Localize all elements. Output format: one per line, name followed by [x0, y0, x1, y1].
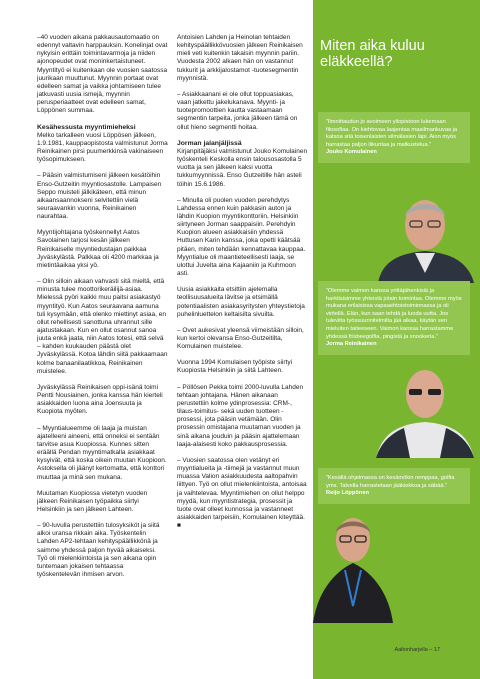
paragraph: – Asiakkaanani ei ole ollut toppuasiakas, vaan jatkettu jakelukanava. Myynti- ja tuotepromoottien kautta vastaamaan segmentin tarpeita, jonka jälkeen tämä on ollut hieno segmentti hoitaa.: [177, 90, 298, 131]
quote-author: Jorma Reinikainen: [326, 341, 377, 348]
portrait-photo-komulainen: [370, 183, 480, 283]
paragraph: –40 vuoden aikana pakkausautomaatio on edennyt valtavin harppauksin. Konelinjat ovat nykyisin erittäin toimintavarmoja ja niiden ajonopeudet ovat moninkertaistuneet. Myyntityö ei kuitenkaan ole vuosien saatossa juurikaan muuttunut. Myynnin portaat ovat edelleen samat ja vaikka johtamiseen tulee jatkuvasti uusia ismejä, myynnin perusperiaatteet ovat edelleen samat, Löppönen summaa.: [37, 34, 168, 115]
paragraph: Vuonna 1994 Komulaisen työpiste siirtyi Kuopiosta Helsinkiin ja siitä Lahteen.: [177, 359, 293, 375]
portrait-photo-loppoinen: [313, 508, 480, 623]
quote-text: ”Olemme vaimon kanssa yrittäjähenkisiä ja harkitsisimme yhteistä jotain toimintaa. Olemme myös mukana erilaisissa vapaaehtoistoiminnassa ja oli viritellä. Elän, kun saan tehdä ja luoda uutta. Jos tulevilta työssuunnitelmilta jää aikaa, käytän sen mieluiten taiteeseen. Vaimon kanssa harrastamme yhdessä frisbeegolfia, pingistä ja snookeria.”: [326, 288, 462, 340]
paragraph: – Ovet aukesivat yleensä viimeistään silloin, kun kertoi olevansa Enso-Gutzeitilta, Komulainen muistelee.: [177, 326, 304, 351]
paragraph: – Pääsin valmistumiseni jälkeen kesätöihin Enso-Gutzeitin myyntiosastolle. Lampaisen Seppo muisteli jälkikäteen, että minun aikaansaannokseni selvitettiin vielä seuraavankin vuonna, Reinikainen naurahtaa.: [37, 172, 162, 221]
paragraph: – Olin silloin aikaan vahvasti sitä mieltä, että minusta tulee moottorikeräilijä-asiaa. Mielessä pyöri kaikki muu paitsi asiakastyö myyntityö. Kun Aatos seuraavana aamuna tuli kysymään, että olenko miettinyt asiaa, en ollut rehellisesti sanottuna uhrannut sille ajatustakaan. Kun en ollut osannut sanoa juuta enkä jaata, niin Aatos totesi, että selvä – kahden kuukauden päästä olet Jyväskylässä. Kotoa lähdin siitä pakkaamaan kolme banaanilaatikkoa, Reinikainen muistelee.: [37, 278, 168, 375]
quote-box-3: [318, 468, 470, 504]
article-column-left: [37, 34, 168, 587]
paragraph: Jyväskylässä Reinikaisen oppi-isänä toimi Pentti Nousiainen, jonka kanssa hän kierteli asiakkaiden luona aina Joensuuta ja Kuopiota myöten.: [37, 383, 163, 416]
paragraph: – Minulla oli puolen vuoden perehdytys Lahdessa ennen kuin pakkasin auton ja lähdin Kuopion myyntikonttoriin, Helsinkiin siirtyneen Jorman saappaisiin. Perehdyin Kuopion alueen asiakkaisiin yhdessä Huttusen Karin kanssa, joka opetti käätsää pitäen, miten tehdään kennattavaa kauppaa. Myyntialue oli maantieteellisesti laaja, se ulottui Juvelta aina Kajaaniin ja Kuhmoon asti.: [177, 196, 306, 278]
quote-box-1: [318, 112, 470, 163]
paragraph: Myyntijohtajana työskennellyt Aatos Savolainen tarjosi kesän jälkeen Reinikaiselle myyntiedustajan paikkaa Jyväskylästä. Palkkaa oli 4200 markkaa ja mietintäaikaa yksi yö.: [37, 229, 159, 269]
paragraph: Uusia asiakkaita etsittiin ajelemalla teollisuusalueita lävitse ja etsimällä potentiaalisten asiakasyritysten yhteystietoja puhelinluettelon keltaisilta sivuilta.: [177, 286, 305, 318]
section-heading: Kesähessusta myyntimieheksi: [37, 123, 136, 131]
portrait-photo-reinikainen: [370, 358, 480, 458]
paragraph: Melko tarkalleen vuosi Löppösen jälkeen, 1.9.1981, kauppaopistosta valmistunut Jorma Reinikainen pirsi puumerkkinsä vakinaiseen työsopimukseen.: [37, 131, 168, 164]
paragraph: Muutaman Kuopiossa vietetyn vuoden jälkeen Reinikaisen työpaikka siirtyi Helsinkiin ja sen jälkeen Lahteen.: [37, 489, 148, 513]
quote-box-2: [318, 281, 470, 355]
paragraph: – Myyntialueemme oli laaja ja muistan ajatelleeni aineeni, että onneksi ei sentään tarvitse asua Kuopiossa. Kunnes sitten eräällä Pendan myyntimatkalla asiakkaat kysyivät, että koska oikein muutan Kuopioon. Astoksella oli jäänyt kertomatta, että konttori muuttaa ja minä sen mukana.: [37, 424, 167, 481]
article-column-middle: [177, 34, 308, 538]
paragraph: Antoisien Lahden ja Heinolan tehtaiden kehityspäällikkövuosien jälkeen Reinikaisen mieli veti kuitenkin takaisin myynnin pariin. Vuodesta 2002 alkaen hän on vastannut tukkurit ja arkkijalostamot -tuotesegmentin myynnistä.: [177, 34, 303, 82]
section-heading: Jorman jalanjäljissä: [177, 139, 242, 147]
quote-text: ”Kesällä ohjelmassa on kesämökin remppaa, golfia yms. Talvella harrastetaan jääkiekkoa ja säbää.”: [326, 475, 455, 489]
paragraph: – Vuosien saatossa olen vetänyt eri myyntialueita ja -tiimejä ja vastannut muun muassa Valion asiakkuudesta aaltopahvin liittyen. Työ on ollut mielenkiintoista, antoisaa ja vaihtelevaa. Myyntimiehen on ollut helppo myydä, kun myyntistrategia, prosessit ja tuote ovat olleet kunnossa ja vastanneet asiakkaiden tarpeisiin, Komulainen kiteyttää. ■: [177, 456, 307, 530]
page-footer: Aaltonharjella – 17: [394, 647, 440, 653]
retirement-sidebar: [313, 0, 480, 679]
quote-text: ”Ilmoittaudun jo avoimeen yliopistoon lukemaan filosofiaa. On kiehtovaa laajentaa maailmankuvaa ja katsoa sitä toisenlaisten silmälasien läpi. Aion myös harrastaa paljon liikuntaa ja matkustelua.”: [326, 119, 458, 148]
paragraph: – 90-luvulla perustettiin tulosyksiköt ja siitä alkoi uransa rikkain aika. Työskentelin Lahden AP2-tehtaan kehityspäällikkönä ja saimme yhdessä paljon hyvää aikaiseksi. Työ oli mielenkiintoista ja sen aikana opin tuntemaan jokaisen tehtaassa työskentelevän ihmisen arvon.: [37, 522, 160, 579]
quote-author: Jouko Komulainen: [326, 149, 377, 156]
sidebar-title: Miten aika kuluu eläkkeellä?: [320, 38, 425, 70]
paragraph: Kirjanpitäjäksi valmistunut Jouko Komulainen työskenteli Keskolla ensin talousosastolla 5 vuotta ja sen jälkeen kaksi vuotta tukkumyynnissä. Enso Gutzeitille hän asteli töihin 15.6.1986.: [177, 147, 308, 188]
quote-author: Reijo Löppönen: [326, 490, 369, 497]
paragraph: – Pöllösen Pekka toimi 2000-luvulla Lahden tehtaan johtajana. Hänen aikanaan perustettiin kolme ydinprosessia: CRM-, tilaus-toimitus- sekä uuden tuotteen -prosessi, jota pääsin vetämään. Olin prosessin omistajana muutaman vuoden ja sinä aikana jouduin ja pääsin ajattelemaan laaja-alaisesti koko pakkausprosessia.: [177, 383, 304, 448]
